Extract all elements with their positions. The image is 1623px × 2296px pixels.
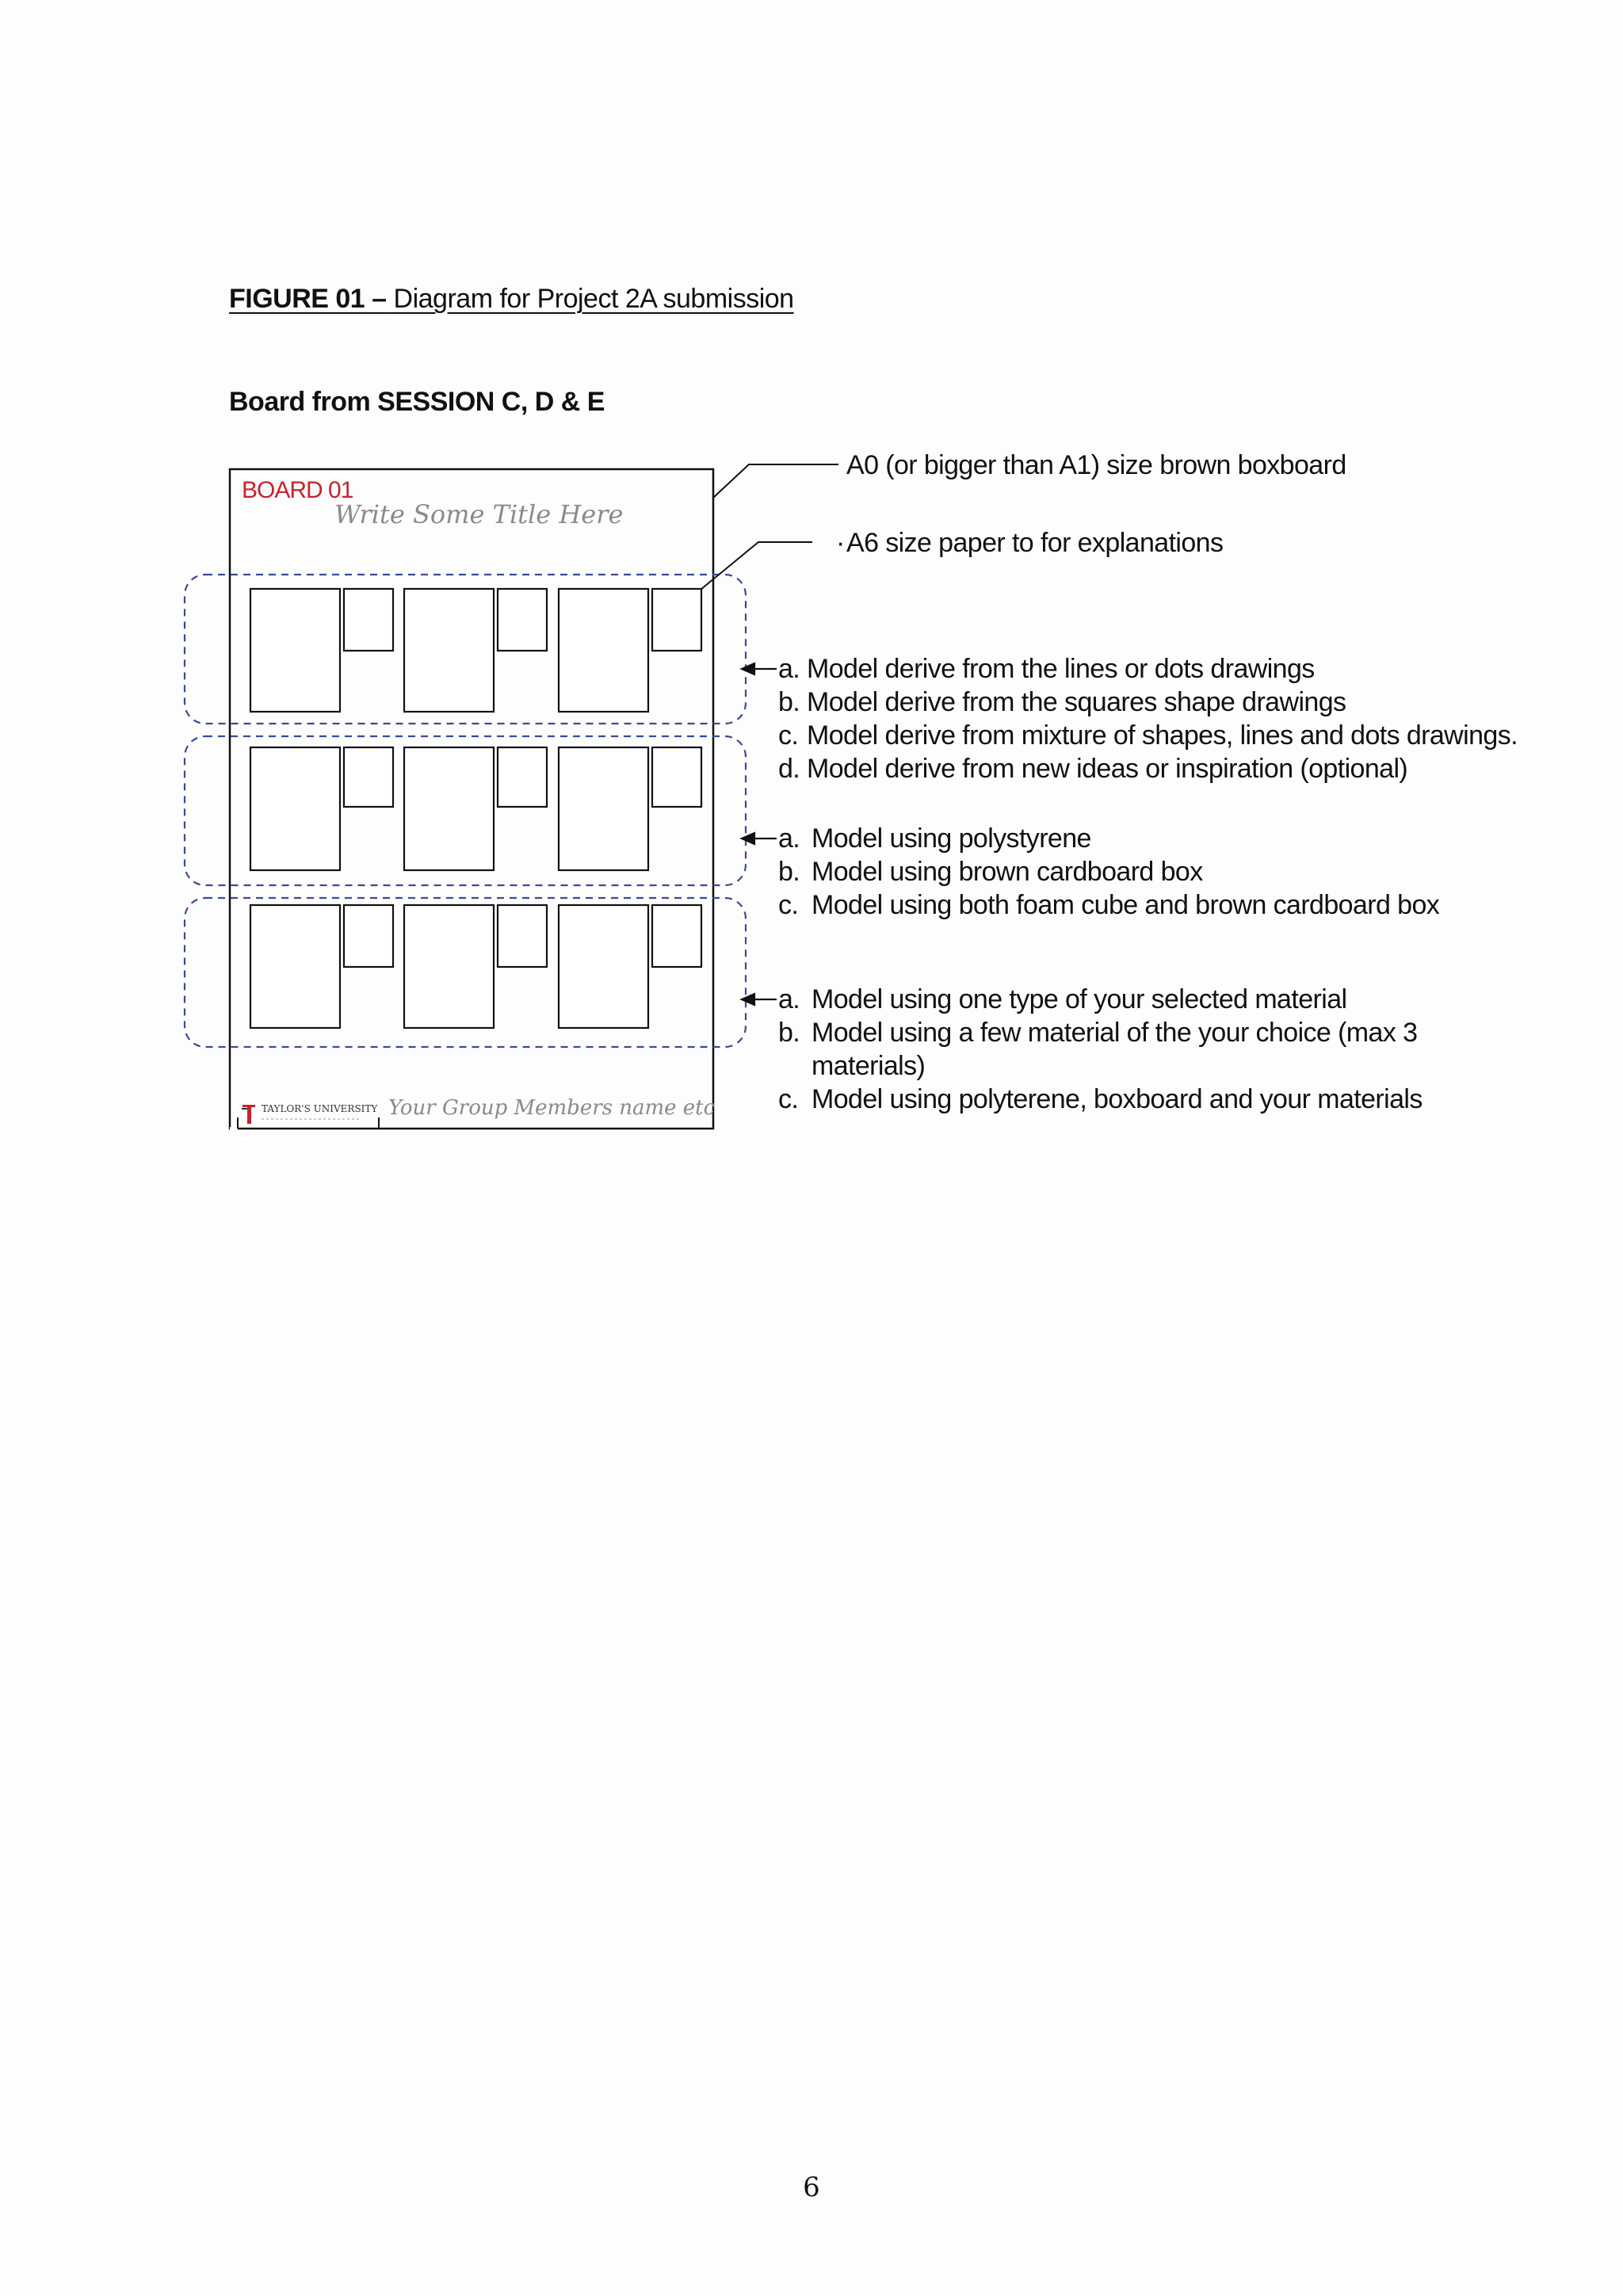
model-frame xyxy=(559,589,648,712)
paper-callout-dot: · xyxy=(836,528,845,558)
model-frame xyxy=(250,589,340,712)
list-item: materials) xyxy=(812,1051,926,1081)
row-2-list xyxy=(778,822,1439,922)
row-1-frames xyxy=(250,589,701,712)
row-arrows xyxy=(742,663,777,1005)
paper-frame xyxy=(344,747,393,807)
model-frame xyxy=(250,905,340,1028)
list-item: a. Model using one type of your selected material xyxy=(778,984,1347,1014)
paper-frame xyxy=(498,747,547,807)
page-number: 6 xyxy=(803,2172,820,2203)
row-3-frames xyxy=(250,905,701,1028)
list-item: a. Model derive from the lines or dots drawings xyxy=(778,654,1315,684)
paper-frame xyxy=(652,747,701,807)
model-frame xyxy=(404,589,494,712)
row-3-list xyxy=(778,983,1423,1116)
model-frame xyxy=(404,905,494,1028)
row-2-frames xyxy=(250,747,701,870)
university-logo xyxy=(242,1105,255,1124)
model-frame xyxy=(559,905,648,1028)
paper-frame xyxy=(344,905,393,967)
list-item: c. Model using both foam cube and brown cardboard box xyxy=(778,890,1440,920)
arrow-head xyxy=(742,994,754,1005)
paper-frame xyxy=(652,589,701,651)
paper-frame xyxy=(498,589,547,651)
list-item: b. Model derive from the squares shape drawings xyxy=(778,687,1346,717)
arrow-head xyxy=(742,833,754,844)
board-title-placeholder: Write Some Title Here xyxy=(334,499,624,529)
university-name: TAYLOR'S UNIVERSITY xyxy=(262,1103,378,1114)
list-item: a. Model using polystyrene xyxy=(778,823,1091,854)
paper-leader-line xyxy=(701,542,812,590)
model-frame xyxy=(404,747,494,870)
paper-callout: A6 size paper to for explanations xyxy=(846,528,1224,558)
paper-frame xyxy=(344,589,393,651)
list-item: b. Model using brown cardboard box xyxy=(778,857,1203,887)
paper-frame xyxy=(652,905,701,967)
figure-caption: Diagram for Project 2A submission xyxy=(393,284,794,314)
list-item: d. Model derive from new ideas or inspiration (optional) xyxy=(778,754,1408,784)
group-members-placeholder: Your Group Members name etc xyxy=(388,1096,716,1120)
model-frame xyxy=(559,747,648,870)
figure-label: FIGURE 01 – xyxy=(229,284,387,314)
row-1-list xyxy=(778,652,1518,785)
boxboard-callout: A0 (or bigger than A1) size brown boxboard xyxy=(846,450,1346,480)
list-item: c. Model derive from mixture of shapes, lines and dots drawings. xyxy=(778,720,1518,751)
model-frame xyxy=(250,747,340,870)
arrow-head xyxy=(742,663,754,674)
board-label: BOARD 01 xyxy=(242,477,353,503)
paper-frame xyxy=(498,905,547,967)
board-subheading: Board from SESSION C, D & E xyxy=(229,387,605,417)
boxboard-leader-line xyxy=(713,464,838,498)
list-item: b. Model using a few material of the your choice (max 3 xyxy=(778,1018,1418,1048)
list-item: c. Model using polyterene, boxboard and your materials xyxy=(778,1084,1423,1114)
